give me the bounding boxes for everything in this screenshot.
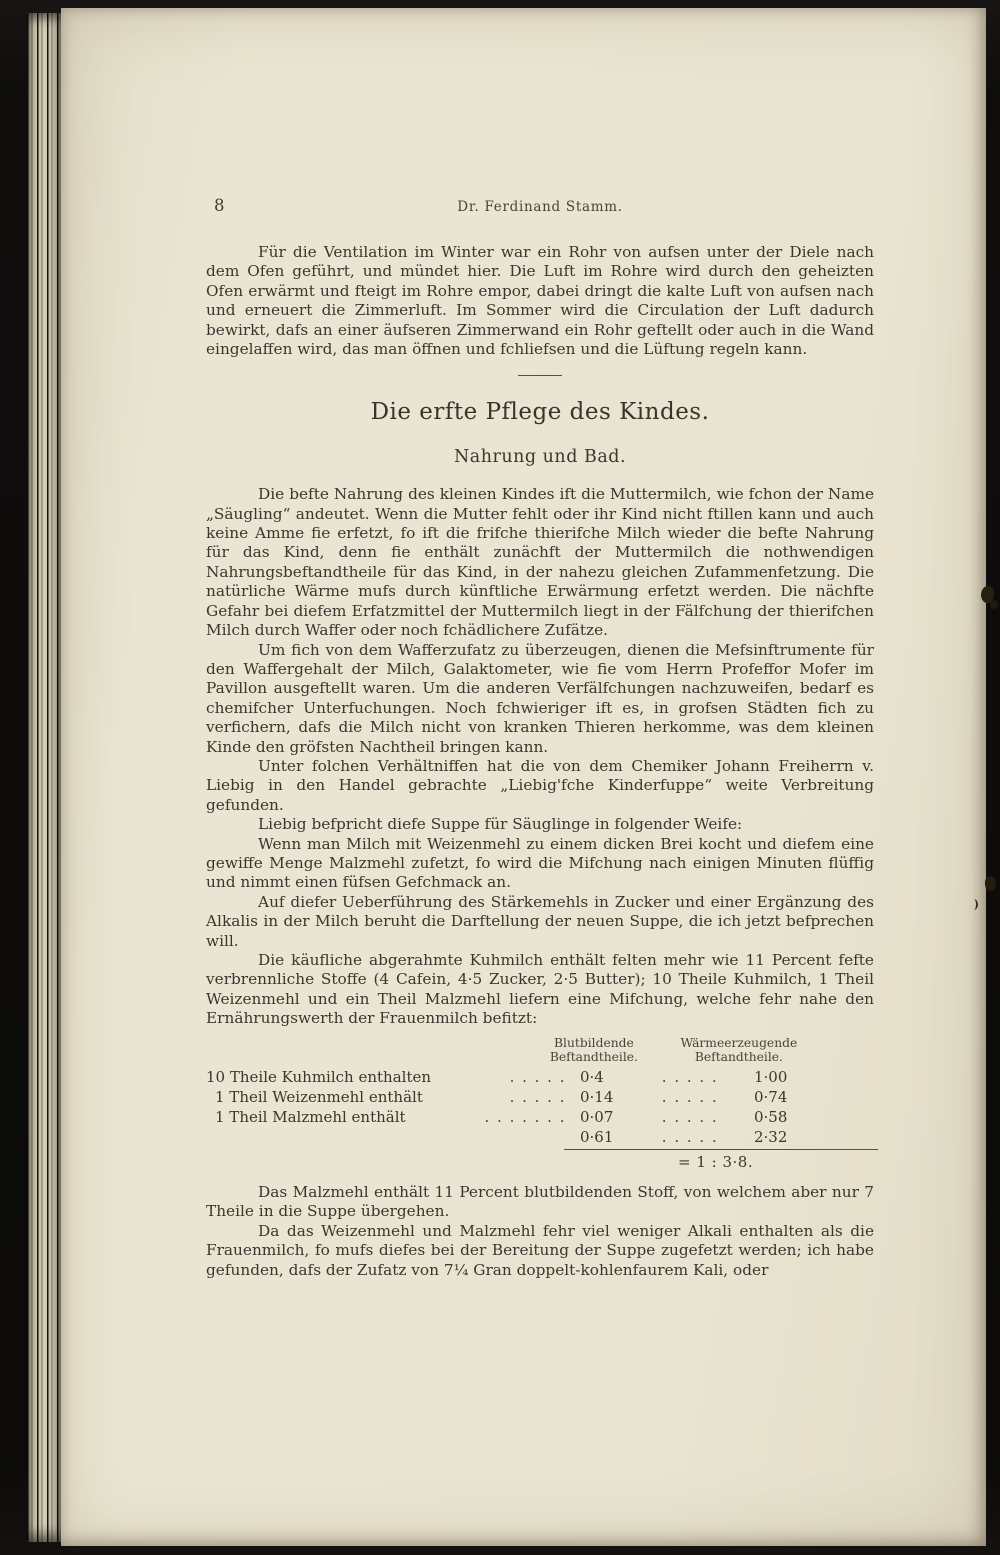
dot-leader: . . . . . . . bbox=[484, 1107, 566, 1126]
value-waermeerzeugende: 1·00 bbox=[754, 1067, 788, 1086]
table-row: 1 Theil Weizenmehl enthält . . . . . 0·14 . . . . . 0·74 bbox=[206, 1087, 806, 1107]
section-divider bbox=[518, 375, 562, 376]
section-subheading: Nahrung und Bad. bbox=[453, 446, 627, 467]
total-waermeerzeugende: 2·32 bbox=[754, 1127, 788, 1146]
dot-leader: . . . . . bbox=[661, 1087, 719, 1106]
table-header-row bbox=[206, 1036, 806, 1065]
table-row: 1 Theil Malzmehl enthält . . . . . . . 0·07 . . . . . 0·58 bbox=[206, 1107, 806, 1127]
scanned-page bbox=[61, 8, 986, 1546]
value-waermeerzeugende: 0·74 bbox=[754, 1087, 788, 1106]
paragraph: Um fich von dem Wafferzufatz zu überzeugen, dienen die Mefsinftrumente für den Waffergehalt der Milch, Galaktometer, wie fie vom Herrn Profeffor Mofer im Pavillon ausgeftellt waren. Um die anderen Verfälfchungen nachzuweifen, bedarf es chemifcher Unterfuchungen. Noch fchwieriger ift es, in grofsen Städten fich zu verfichern, dafs die Milch nicht von kranken Thieren herkomme, was dem kleinen Kinde den gröfsten Nachtheil bringen kann. bbox=[206, 640, 874, 756]
value-blutbildende: 0·14 bbox=[580, 1087, 614, 1106]
paragraph: Auf diefer Ueberführung des Stärkemehls in Zucker und einer Ergänzung des Alkalis in der Milch beruht die Darftellung der neuen Suppe, die ich jetzt befprechen will. bbox=[206, 892, 874, 950]
table-row: 10 Theile Kuhmilch enthalten . . . . . 0·4 . . . . . 1·00 bbox=[206, 1067, 806, 1087]
total-blutbildende: 0·61 bbox=[580, 1127, 614, 1146]
table-header-waermeerzeugende: Wärmeerzeugende Beftandtheile. bbox=[680, 1035, 798, 1065]
sum-rule bbox=[564, 1149, 878, 1150]
section-heading: Die erfte Pflege des Kindes. bbox=[370, 399, 710, 426]
paragraph: Das Malzmehl enthält 11 Percent blutbildenden Stoff, von welchem aber nur 7 Theile in die Suppe übergehen. bbox=[206, 1183, 874, 1221]
nutrient-table bbox=[206, 1036, 806, 1172]
value-waermeerzeugende: 0·58 bbox=[754, 1107, 788, 1126]
dot-leader: . . . . . bbox=[661, 1107, 719, 1126]
ink-blot-mark bbox=[985, 876, 996, 891]
dot-leader: . . . . . bbox=[661, 1067, 719, 1086]
paragraph: Die befte Nahrung des kleinen Kindes ift die Muttermilch, wie fchon der Name „Säugling“ andeutet. Wenn die Mutter fehlt oder ihr Kind nicht ftillen kann und auch keine Amme fie erfetzt, fo ift die frifche thierifche Milch wieder die befte Nahrung für das Kind, denn fie enthält zunächft der Muttermilch die nothwendigen Nahrungsbeftandtheile für das Kind, in der nahezu gleichen Zufammenfetzung. Die natürliche Wärme mufs durch künftliche Erwärmung erfetzt werden. Die nächfte Gefahr bei diefem Erfatzmittel der Muttermilch liegt in der Fälfchung der thierifchen Milch durch Waffer oder noch fchädlichere Zufätze. bbox=[206, 485, 874, 640]
dot-leader: . . . . . bbox=[661, 1127, 719, 1146]
paragraph: Liebig befpricht diefe Suppe für Säuglinge in folgender Weife: bbox=[258, 815, 743, 834]
table-body bbox=[206, 1067, 806, 1127]
value-blutbildende: 0·4 bbox=[580, 1067, 604, 1086]
paragraph: Da das Weizenmehl und Malzmehl fehr viel weniger Alkali enthalten als die Frauenmilch, fo mufs diefes bei der Bereitung der Suppe zugefetzt werden; ich habe gefunden, dafs der Zufatz von 7¼ Gran doppelt-kohlenfaurem Kali, oder bbox=[206, 1221, 874, 1279]
book-page-edges bbox=[27, 13, 61, 1542]
ink-blot-mark bbox=[990, 600, 998, 609]
page-number: 8 bbox=[214, 196, 225, 215]
table-header-blutbildende: Blutbildende Beftandtheile. bbox=[549, 1035, 638, 1065]
paragraph: Unter folchen Verhältniffen hat die von dem Chemiker Johann Freiherrn v. Liebig in den Handel gebrachte „Liebig'fche Kinderfuppe“ weite Verbreitung gefunden. bbox=[206, 756, 874, 814]
intro-paragraph: Für die Ventilation im Winter war ein Rohr von aufsen unter der Diele nach dem Ofen geführt, und mündet hier. Die Luft im Rohre wird durch den geheizten Ofen erwärmt und fteigt im Rohre empor, dabei dringt die kalte Luft von aufsen nach und erneuert die Zimmerluft. Im Sommer wird die Circulation der Luft dadurch bewirkt, dafs an einer äufseren Zimmerwand ein Rohr geftellt oder auch in die Wand eingelaffen wird, das man öffnen und fchliefsen und die Lüftung regeln kann. bbox=[206, 243, 874, 359]
value-blutbildende: 0·07 bbox=[580, 1107, 614, 1126]
ratio-line: = 1 : 3·8. bbox=[678, 1152, 754, 1171]
paragraph: Wenn man Milch mit Weizenmehl zu einem dicken Brei kocht und diefem eine gewiffe Menge Malzmehl zufetzt, fo wird die Mifchung nach einigen Minuten flüffig und nimmt einen füfsen Gefchmack an. bbox=[206, 834, 874, 892]
dot-leader: . . . . . bbox=[509, 1087, 566, 1106]
paragraph: Die käufliche abgerahmte Kuhmilch enthält felten mehr wie 11 Percent fefte verbrennliche Stoffe (4 Cafein, 4·5 Zucker, 2·5 Butter); 10 Theile Kuhmilch, 1 Theil Weizenmehl und ein Theil Malzmehl liefern eine Mifchung, welche fehr nahe den Ernährungswerth der Frauenmilch befitzt: bbox=[206, 951, 874, 1028]
table-total-row bbox=[206, 1127, 806, 1147]
text-block bbox=[206, 8, 874, 1280]
running-header: Dr. Ferdinand Stamm. bbox=[457, 199, 623, 215]
dot-leader: . . . . . bbox=[509, 1067, 566, 1086]
page-header bbox=[206, 198, 874, 218]
